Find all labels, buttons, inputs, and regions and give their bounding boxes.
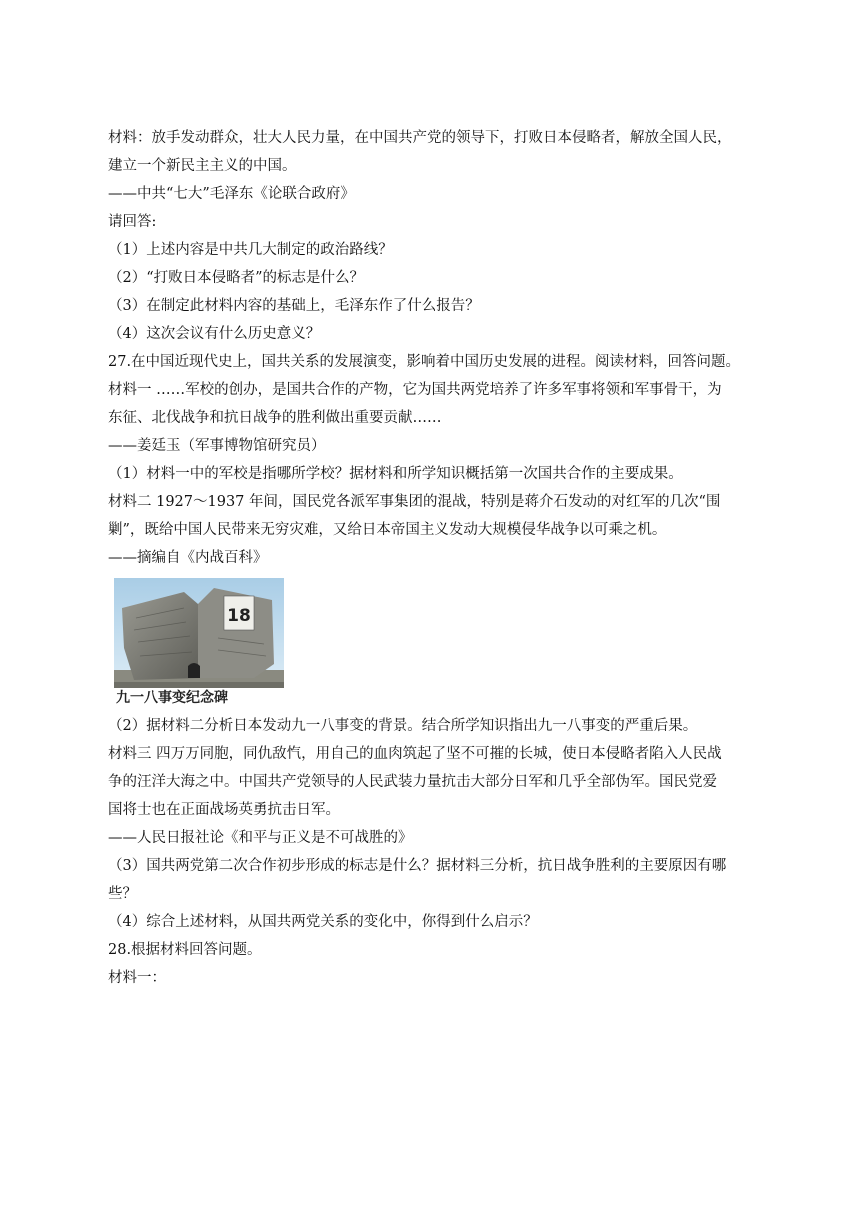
source-citation: ——姜廷玉（军事博物馆研究员） <box>108 438 326 454</box>
text-line: 材料一 ……军校的创办，是国共合作的产物，它为国共两党培养了许多军事将领和军事骨干，为 <box>108 382 722 398</box>
document-page <box>108 124 758 992</box>
figure-caption: 九一八事变纪念碑 <box>116 690 228 706</box>
question-line: （4）综合上述材料，从国共两党关系的变化中，你得到什么启示？ <box>108 914 538 930</box>
question-line: 些？ <box>108 886 137 902</box>
source-citation: ——摘编自《内战百科》 <box>108 550 268 566</box>
question-heading: 27.在中国近现代史上，国共关系的发展演变，影响着中国历史发展的进程。阅读材料，回答问题。 <box>108 354 741 370</box>
question-line: （2）“打败日本侵略者”的标志是什么？ <box>108 270 365 286</box>
text-line: 国将士也在正面战场英勇抗击日军。 <box>108 802 340 818</box>
text-block-top <box>108 124 758 572</box>
question-line: （1）材料一中的军校是指哪所学校？据材料和所学知识概括第一次国共合作的主要成果。 <box>108 466 683 482</box>
text-line: 争的汪洋大海之中。中国共产党领导的人民武装力量抗击大部分日军和几乎全部伪军。国民党爱 <box>108 774 717 790</box>
text-line: 材料：放手发动群众，壮大人民力量，在中国共产党的领导下，打败日本侵略者，解放全国人民， <box>108 130 732 146</box>
question-line: （2）据材料二分析日本发动九一八事变的背景。结合所学知识指出九一八事变的严重后果。 <box>108 718 698 734</box>
question-heading: 28.根据材料回答问题。 <box>108 942 262 958</box>
prompt-line: 请回答: <box>108 214 157 230</box>
text-line: 剿”，既给中国人民带来无穷灾难，又给日本帝国主义发动大规模侵华战争以可乘之机。 <box>108 522 667 538</box>
monument-number: 18 <box>227 606 251 626</box>
text-line: 材料三 四万万同胞，同仇敌忾，用自己的血肉筑起了坚不可摧的长城，使日本侵略者陷入人民战 <box>108 746 722 762</box>
source-citation: ——人民日报社论《和平与正义是不可战胜的》 <box>108 830 413 846</box>
memorial-monument-photo-icon <box>114 578 284 688</box>
question-line: （1）上述内容是中共几大制定的政治路线？ <box>108 242 393 258</box>
source-citation: ——中共“七大”毛泽东《论联合政府》 <box>108 186 355 202</box>
material-label: 材料一： <box>108 970 166 986</box>
question-line: （3）在制定此材料内容的基础上，毛泽东作了什么报告？ <box>108 298 480 314</box>
monument-figure <box>114 578 284 708</box>
text-line: 材料二 1927～1937 年间，国民党各派军事集团的混战，特别是蒋介石发动的对红军的几次“围 <box>108 494 721 510</box>
text-block-bottom <box>108 712 758 992</box>
text-line: 东征、北伐战争和抗日战争的胜利做出重要贡献…… <box>108 410 442 426</box>
question-line: （4）这次会议有什么历史意义？ <box>108 326 321 342</box>
question-line: （3）国共两党第二次合作初步形成的标志是什么？据材料三分析，抗日战争胜利的主要原因有哪 <box>108 858 727 874</box>
text-line: 建立一个新民主主义的中国。 <box>108 158 297 174</box>
